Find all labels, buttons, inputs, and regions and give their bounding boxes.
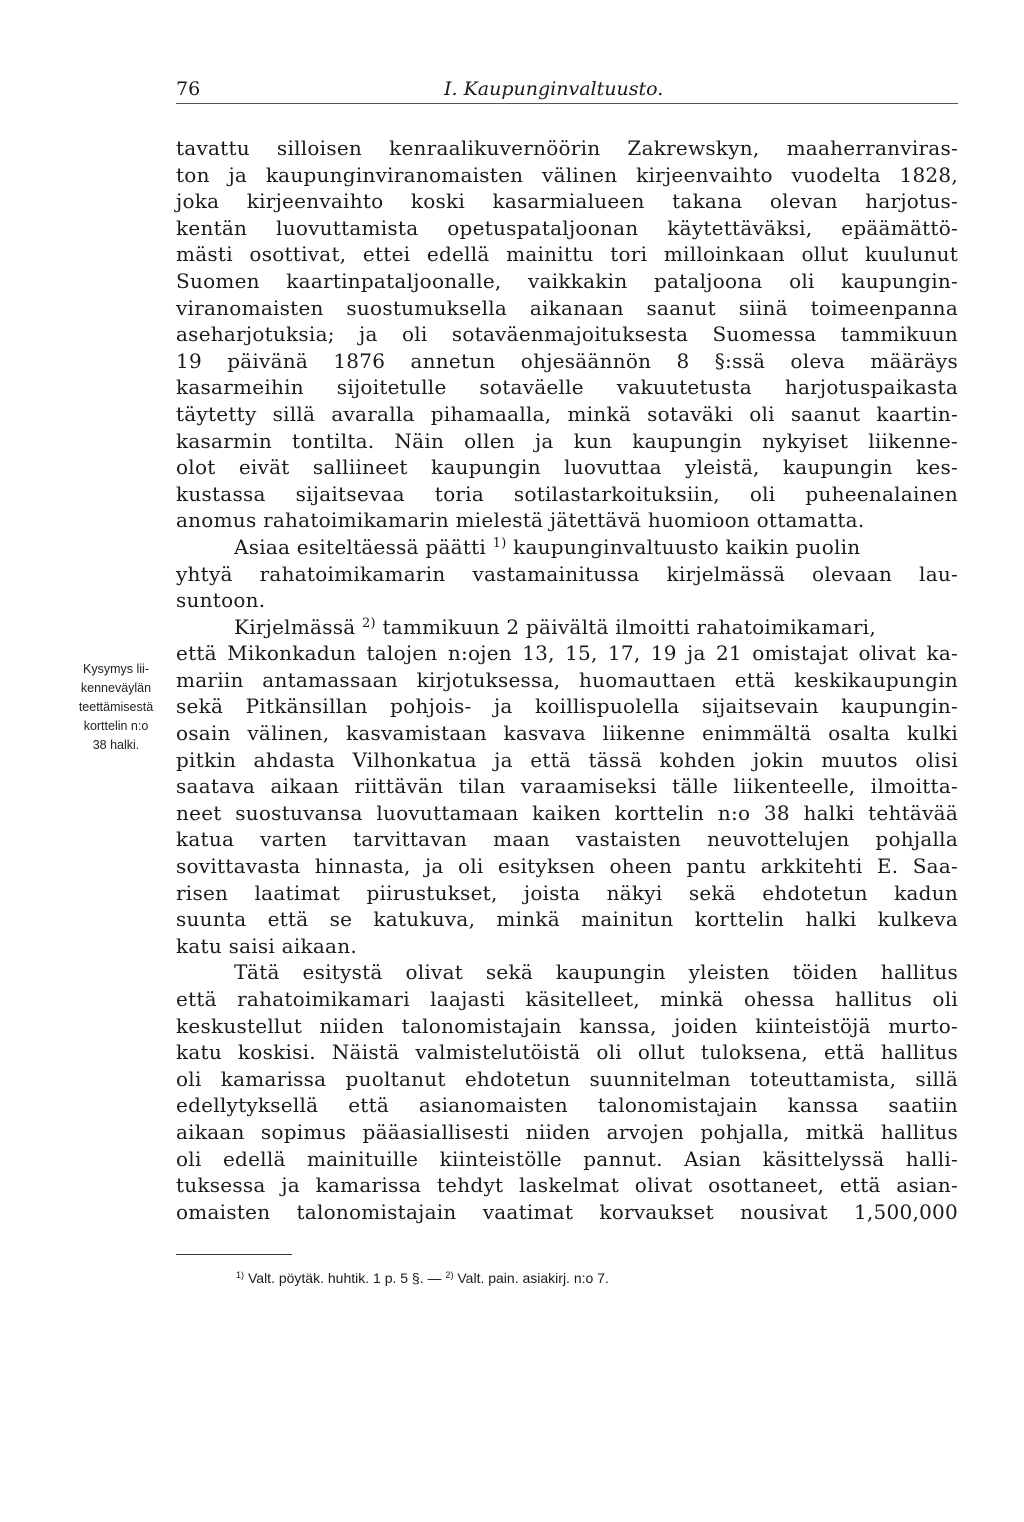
text-line: aseharjotuksia; ja oli sotaväenmajoituksesta Suomessa tammikuun: [176, 322, 958, 347]
text-line: anomus rahatoimikamarin mielestä jätettävä huomioon ottamatta.: [176, 508, 865, 533]
footnote-ref: 2): [362, 615, 376, 631]
text-line: joka kirjeenvaihto koski kasarmialueen takana olevan harjotus-: [176, 189, 958, 214]
text-line: katua varten tarvittavan maan vastaisten neuvottelujen pohjalla: [176, 827, 958, 852]
text-line: ton ja kaupunginviranomaisten välinen kirjeenvaihto vuodelta 1828,: [176, 162, 958, 187]
body-text: [176, 135, 958, 1225]
text-line: pitkin ahdasta Vilhonkatua ja että tässä kohden jokin muutos olisi: [176, 747, 958, 772]
text-line: suunta että se katukuva, minkä mainitun korttelin halki kulkeva: [176, 907, 958, 932]
text-line: omaisten talonomistajain vaatimat korvaukset nousivat 1,500,000: [176, 1199, 958, 1224]
text-line: edellytyksellä että asianomaisten talonomistajain kanssa saatiin: [176, 1093, 958, 1118]
text-line: että rahatoimikamari laajasti käsitelleet, minkä ohessa hallitus oli: [176, 987, 958, 1011]
text-line: aikaan sopimus pääasiallisesti niiden arvojen pohjalla, mitkä hallitus: [176, 1119, 958, 1144]
text-line: yhtyä rahatoimikamarin vastamainitussa kirjelmässä olevaan lau-: [176, 561, 958, 586]
footnote-text: Valt. pöytäk. huhtik. 1 p. 5 §. —: [247, 1270, 442, 1286]
text-line: katu koskisi. Näistä valmistelutöistä oli ollut tuloksena, että hallitus: [176, 1040, 958, 1065]
footnote-marker: 2): [445, 1270, 454, 1280]
header-rule: [176, 103, 958, 104]
text-line: suntoon.: [176, 588, 266, 613]
text-line: mariin antamassaan kirjotuksessa, huomauttaen että keskikaupungin: [176, 667, 958, 692]
running-title: I. Kaupunginvaltuusto.: [444, 78, 664, 100]
footnote-rule: [176, 1254, 292, 1255]
text-line: Tätä esitystä olivat sekä kaupungin yleisten töiden hallitus: [234, 960, 958, 985]
text-line: neet suostuvansa luovuttamaan kaiken korttelin n:o 38 halki tehtävää: [176, 800, 958, 825]
margin-note: [62, 660, 170, 755]
text-line: katu saisi aikaan.: [176, 933, 357, 958]
text-line: risen laatimat piirustukset, joista näkyi sekä ehdotetun kadun: [176, 880, 958, 905]
text-line: sekä Pitkänsillan pohjois- ja koillispuolella sijaitsevain kaupungin-: [176, 694, 958, 719]
footnote-marker: 1): [236, 1270, 245, 1280]
text-fragment: Kirjelmässä: [234, 614, 356, 639]
text-line: 19 päivänä 1876 annetun ohjesäännön 8 §:ssä oleva määräys: [176, 348, 958, 373]
text-line: oli kamarissa puoltanut ehdotetun suunnitelman toteuttamista, sillä: [176, 1066, 958, 1091]
text-line: sovittavasta hinnasta, ja oli esityksen oheen pantu arkkitehti E. Saa-: [176, 854, 958, 879]
text-line: että Mikonkadun talojen n:ojen 13, 15, 17, 19 ja 21 omistajat olivat ka-: [176, 641, 958, 666]
footnote-ref: 1): [492, 535, 507, 551]
footnote-text: Valt. pain. asiakirj. n:o 7.: [457, 1270, 609, 1286]
margin-note-line: kenneväylän: [80, 681, 152, 695]
text-line: kustassa sijaitsevaa toria sotilastarkoituksiin, oli puheenalainen: [176, 481, 958, 506]
footnote: [236, 1270, 609, 1286]
margin-note-line: teettämisestä: [78, 700, 154, 714]
text-line: kentän luovuttamista opetuspataljoonan käytettäväksi, epäämättö-: [176, 215, 958, 240]
text-line: oli edellä mainituille kiinteistölle pannut. Asian käsittelyssä halli-: [176, 1146, 958, 1171]
text-line: olot eivät salliineet kaupungin luovuttaa yleistä, kaupungin kes-: [176, 455, 958, 480]
text-line: osain välinen, kasvamistaan kasvava liikenne enimmältä osalta kulki: [176, 721, 958, 746]
text-line: viranomaisten suostumuksella aikanaan saanut siinä toimeenpanna: [176, 295, 958, 320]
page-header: [176, 78, 958, 102]
text-fragment: Asiaa esiteltäessä päätti: [234, 534, 487, 559]
text-line: tuksessa ja kamarissa tehdyt laskelmat olivat osottaneet, että asian-: [176, 1173, 958, 1198]
text-fragment: kaupunginvaltuusto kaikin puolin: [513, 534, 861, 559]
text-line: [176, 534, 958, 561]
page-number: 76: [176, 78, 201, 100]
text-line: Suomen kaartinpataljoonalle, vaikkakin pataljoona oli kaupungin-: [176, 268, 958, 293]
text-line: tavattu silloisen kenraalikuvernöörin Zakrewskyn, maaherranviras-: [176, 136, 958, 160]
text-line: täytetty sillä avaralla pihamaalla, minkä sotaväki oli saanut kaartin-: [176, 401, 958, 426]
text-line: kasarmeihin sijoitetulle sotaväelle vakuutetusta harjotuspaikasta: [176, 375, 958, 400]
text-line: kasarmin tontilta. Näin ollen ja kun kaupungin nykyiset liikenne-: [176, 428, 958, 453]
text-line: [176, 614, 958, 641]
text-fragment: tammikuun 2 päivältä ilmoitti rahatoimikamari,: [382, 614, 876, 639]
text-line: mästi osottivat, ettei edellä mainittu tori milloinkaan ollut kuulunut: [176, 242, 958, 267]
text-line: keskustellut niiden talonomistajain kanssa, joiden kiinteistöjä murto-: [176, 1013, 958, 1038]
margin-note-line: Kysymys lii-: [83, 662, 149, 676]
margin-note-line: korttelin n:o: [83, 719, 149, 733]
text-line: saatava aikaan riittävän tilan varaamiseksi tälle liikenteelle, ilmoitta-: [176, 774, 958, 799]
margin-note-line: 38 halki.: [92, 738, 140, 752]
